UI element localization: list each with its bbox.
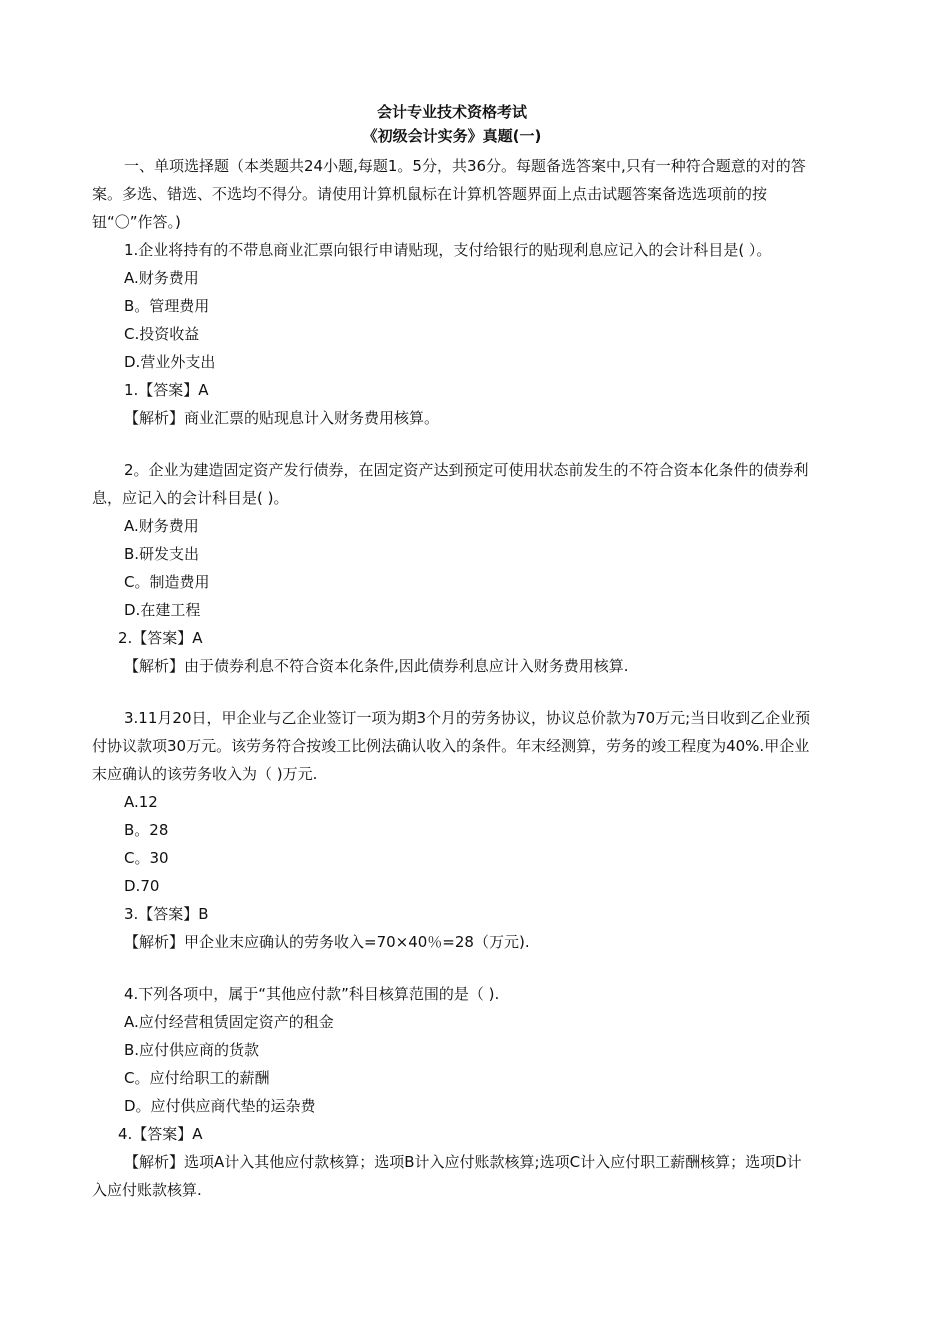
option-d: D.70 <box>124 877 160 895</box>
option-d: D。应付供应商代垫的运杂费 <box>124 1097 316 1115</box>
answer: 3.【答案】B <box>124 905 209 923</box>
question-stem: 3.11月20日，甲企业与乙企业签订一项为期3个月的劳务协议，协议总价款为70万元;当日收到乙企业预付协议款项30万元。该劳务符合按竣工比例法确认收入的条件。年末经测算，劳务的竣工程度为40%.甲企业末应确认的该劳务收入为（ )万元. <box>92 709 811 783</box>
option-b: B。管理费用 <box>124 297 210 315</box>
explanation: 【解析】商业汇票的贴现息计入财务费用核算。 <box>124 409 440 427</box>
explanation: 【解析】由于债券利息不符合资本化条件,因此债券利息应计入财务费用核算. <box>124 657 629 675</box>
question-3 <box>92 704 812 956</box>
option-a: A.应付经营租赁固定资产的租金 <box>124 1013 334 1031</box>
question-stem: 4.下列各项中，属于“其他应付款”科目核算范围的是（ ). <box>124 985 500 1003</box>
document-subtitle: 《初级会计实务》真题(一) <box>362 127 542 145</box>
option-c: C。应付给职工的薪酬 <box>124 1069 270 1087</box>
explanation: 【解析】选项A计入其他应付款核算；选项B计入应付账款核算;选项C计入应付职工薪酬核算；选项D计入应付账款核算. <box>92 1153 802 1199</box>
section-intro: 一、单项选择题（本类题共24小题,每题1。5分，共36分。每题备选答案中,只有一种符合题意的对的答案。多选、错选、不选均不得分。请使用计算机鼠标在计算机答题界面上点击试题答案备选选项前的按钮“〇”作答。) <box>92 157 806 231</box>
question-1 <box>92 236 812 432</box>
option-c: C。30 <box>124 849 169 867</box>
question-4 <box>92 980 812 1204</box>
option-d: D.营业外支出 <box>124 353 216 371</box>
answer: 1.【答案】A <box>124 381 209 399</box>
question-stem: 2。企业为建造固定资产发行债券，在固定资产达到预定可使用状态前发生的不符合资本化条件的债券利息，应记入的会计科目是( )。 <box>92 461 809 507</box>
option-a: A.财务费用 <box>124 517 199 535</box>
question-stem: 1.企业将持有的不带息商业汇票向银行申请贴现，支付给银行的贴现利息应记入的会计科目是( ）。 <box>124 241 772 259</box>
option-c: C.投资收益 <box>124 325 200 343</box>
answer: 2.【答案】A <box>118 629 203 647</box>
option-c: C。制造费用 <box>124 573 210 591</box>
answer: 4.【答案】A <box>118 1125 203 1143</box>
question-2 <box>92 456 812 680</box>
option-a: A.12 <box>124 793 158 811</box>
document-page <box>92 100 812 1204</box>
option-d: D.在建工程 <box>124 601 201 619</box>
option-b: B.研发支出 <box>124 545 200 563</box>
option-a: A.财务费用 <box>124 269 199 287</box>
option-b: B.应付供应商的货款 <box>124 1041 260 1059</box>
document-title: 会计专业技术资格考试 <box>376 103 527 121</box>
option-b: B。28 <box>124 821 169 839</box>
explanation: 【解析】甲企业末应确认的劳务收入=70×40％=28（万元). <box>124 933 530 951</box>
